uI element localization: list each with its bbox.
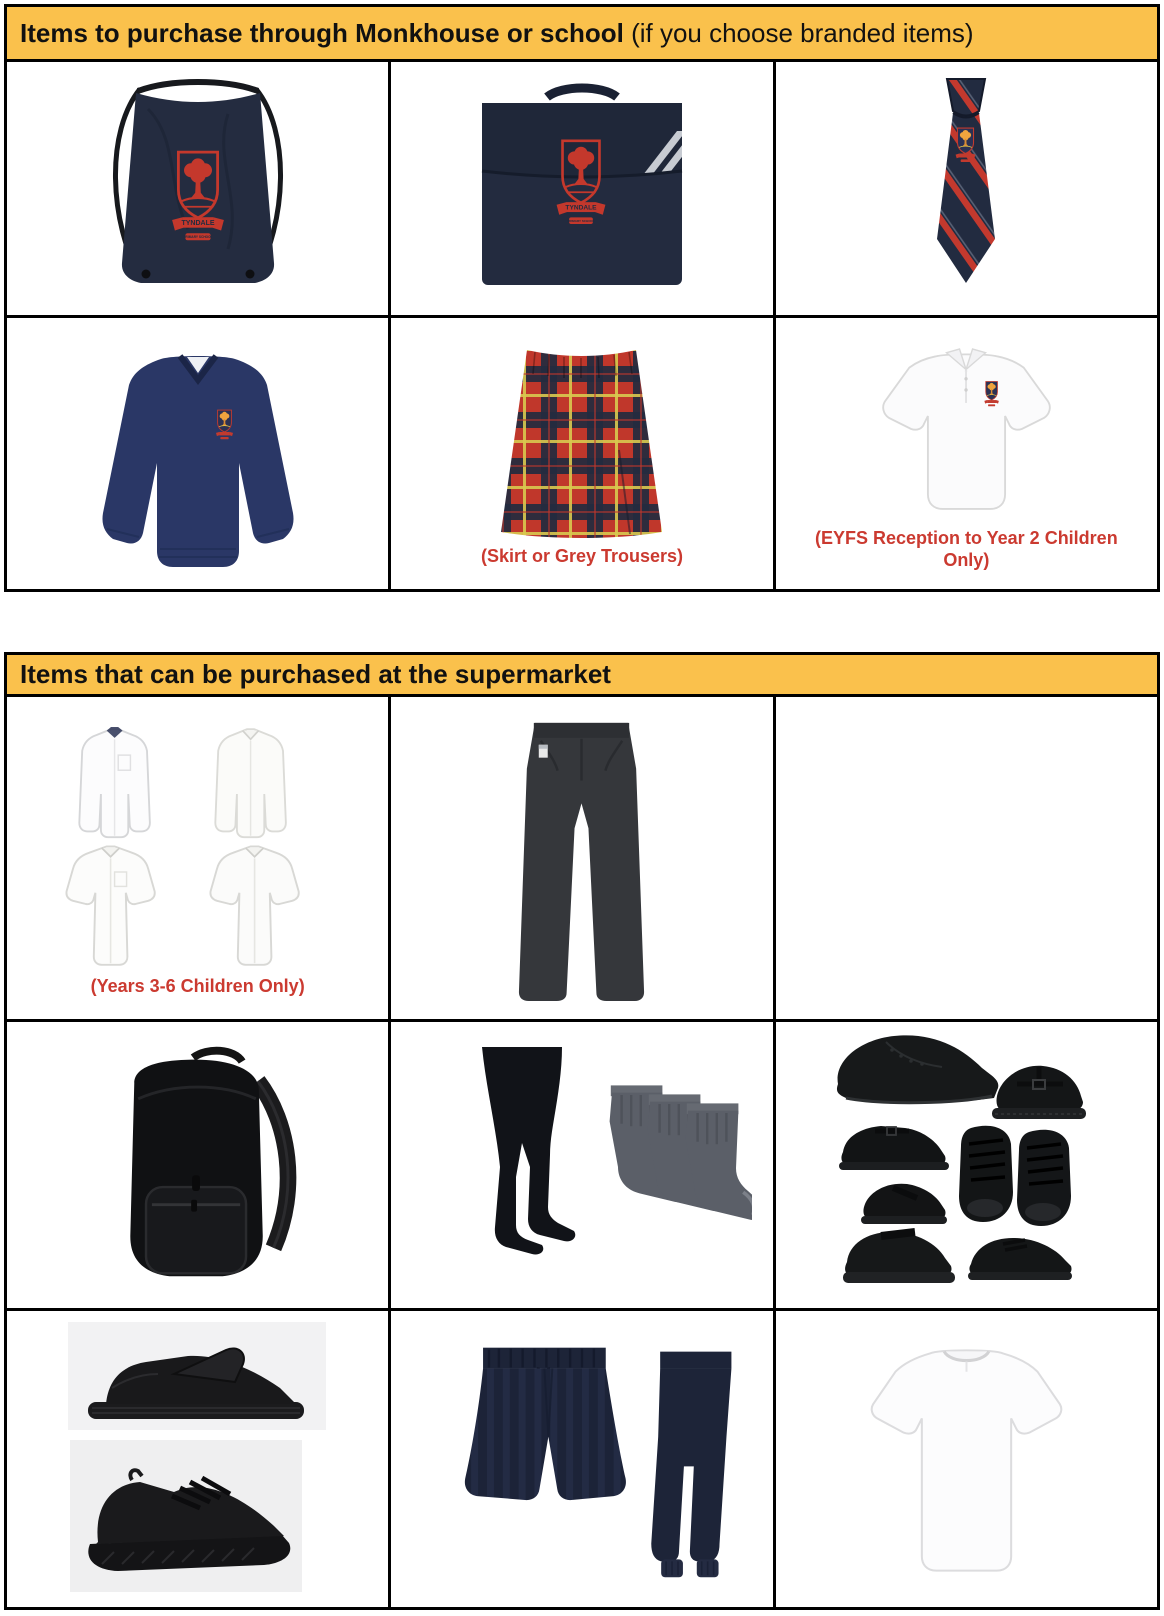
plimsoll-trainer-image	[68, 1322, 328, 1596]
cell-empty	[776, 697, 1157, 1019]
polo-shirt-image	[849, 336, 1084, 522]
cell-black-pe-shoes	[7, 1311, 388, 1607]
tights-socks-image	[412, 1039, 752, 1291]
tartan-skirt-image	[469, 340, 694, 540]
cell-tartan-skirt	[391, 318, 772, 589]
cell-backpack	[7, 1022, 388, 1308]
school-crest-icon	[216, 410, 233, 439]
white-shirts-image	[43, 718, 353, 970]
shorts-joggers-image	[422, 1318, 742, 1600]
supermarket-items-header	[7, 655, 1157, 697]
cell-pe-bag	[7, 62, 388, 315]
jumper-image	[83, 333, 313, 575]
skirt-caption: (Skirt or Grey Trousers)	[480, 545, 684, 566]
cell-school-shoes	[776, 1022, 1157, 1308]
cell-polo-shirt	[776, 318, 1157, 589]
school-crest-icon	[984, 381, 998, 406]
backpack-image	[73, 1040, 323, 1290]
book-bag-image	[447, 75, 717, 303]
supermarket-items-title: Items that can be purchased at the supermarket	[20, 659, 611, 689]
cell-grey-trousers	[391, 697, 772, 1019]
pe-bag-image	[78, 69, 318, 309]
branded-items-title: Items to purchase through Monkhouse or school	[20, 17, 624, 48]
cell-jumper	[7, 318, 388, 589]
polo-caption: (EYFS Reception to Year 2 Children Only)	[814, 527, 1118, 570]
grey-trousers-image	[484, 709, 679, 1007]
school-shoes-image	[779, 1026, 1154, 1304]
supermarket-items-table	[4, 652, 1160, 1610]
shirts-caption: (Years 3-6 Children Only)	[90, 976, 305, 997]
school-tie-image	[906, 71, 1026, 307]
cell-pe-kit	[391, 1311, 772, 1607]
cell-white-shirts	[7, 697, 388, 1019]
cell-tights-socks	[391, 1022, 772, 1308]
branded-items-table	[4, 4, 1160, 592]
cell-white-tshirt	[776, 1311, 1157, 1607]
school-crest-icon	[956, 128, 976, 162]
cell-book-bag	[391, 62, 772, 315]
branded-items-subtitle: (if you choose branded items)	[623, 17, 974, 48]
white-tshirt-image	[844, 1323, 1089, 1595]
branded-items-header	[7, 7, 1157, 62]
cell-school-tie	[776, 62, 1157, 315]
